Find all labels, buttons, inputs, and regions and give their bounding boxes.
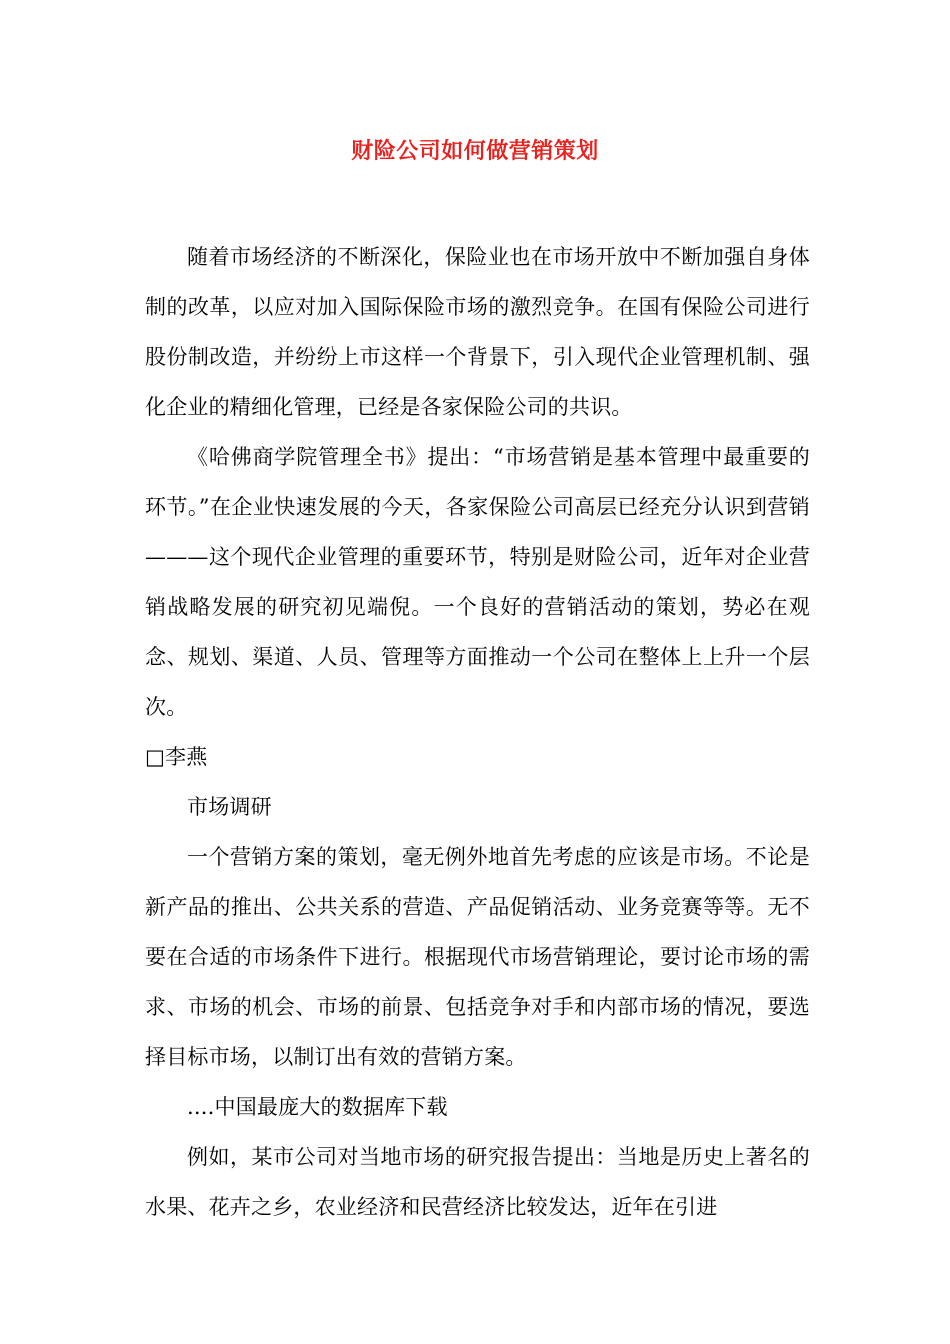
paragraph-example: 例如，某市公司对当地市场的研究报告提出：当地是历史上著名的水果、花卉之乡，农业经济和民营经济比较发达，近年在引进: [145, 1145, 810, 1219]
author-byline: □李燕: [145, 745, 208, 769]
database-download-line: ....中国最庞大的数据库下载: [187, 1095, 448, 1119]
document-body: [145, 232, 810, 1232]
paragraph-harvard-quote: 《哈佛商学院管理全书》提出：“市场营销是基本管理中最重要的环节。”在企业快速发展的今天，各家保险公司高层已经充分认识到营销———这个现代企业管理的重要环节，特别是财险公司，近年对企业营销战略发展的研究初见端倪。一个良好的营销活动的策划，势必在观念、规划、渠道、人员、管理等方面推动一个公司在整体上上升一个层次。: [145, 445, 810, 719]
paragraph-market-research: 一个营销方案的策划，毫无例外地首先考虑的应该是市场。不论是新产品的推出、公共关系的营造、产品促销活动、业务竞赛等等。无不要在合适的市场条件下进行。根据现代市场营销理论，要讨论市场的需求、市场的机会、市场的前景、包括竞争对手和内部市场的情况，要选择目标市场，以制订出有效的营销方案。: [145, 845, 810, 1069]
paragraph-intro: 随着市场经济的不断深化，保险业也在市场开放中不断加强自身体制的改革，以应对加入国际保险市场的激烈竞争。在国有保险公司进行股份制改造，并纷纷上市这样一个背景下，引入现代企业管理机制、强化企业的精细化管理，已经是各家保险公司的共识。: [145, 245, 810, 419]
section-heading-market-research: 市场调研: [187, 795, 272, 819]
document-title: 财险公司如何做营销策划: [351, 138, 599, 164]
